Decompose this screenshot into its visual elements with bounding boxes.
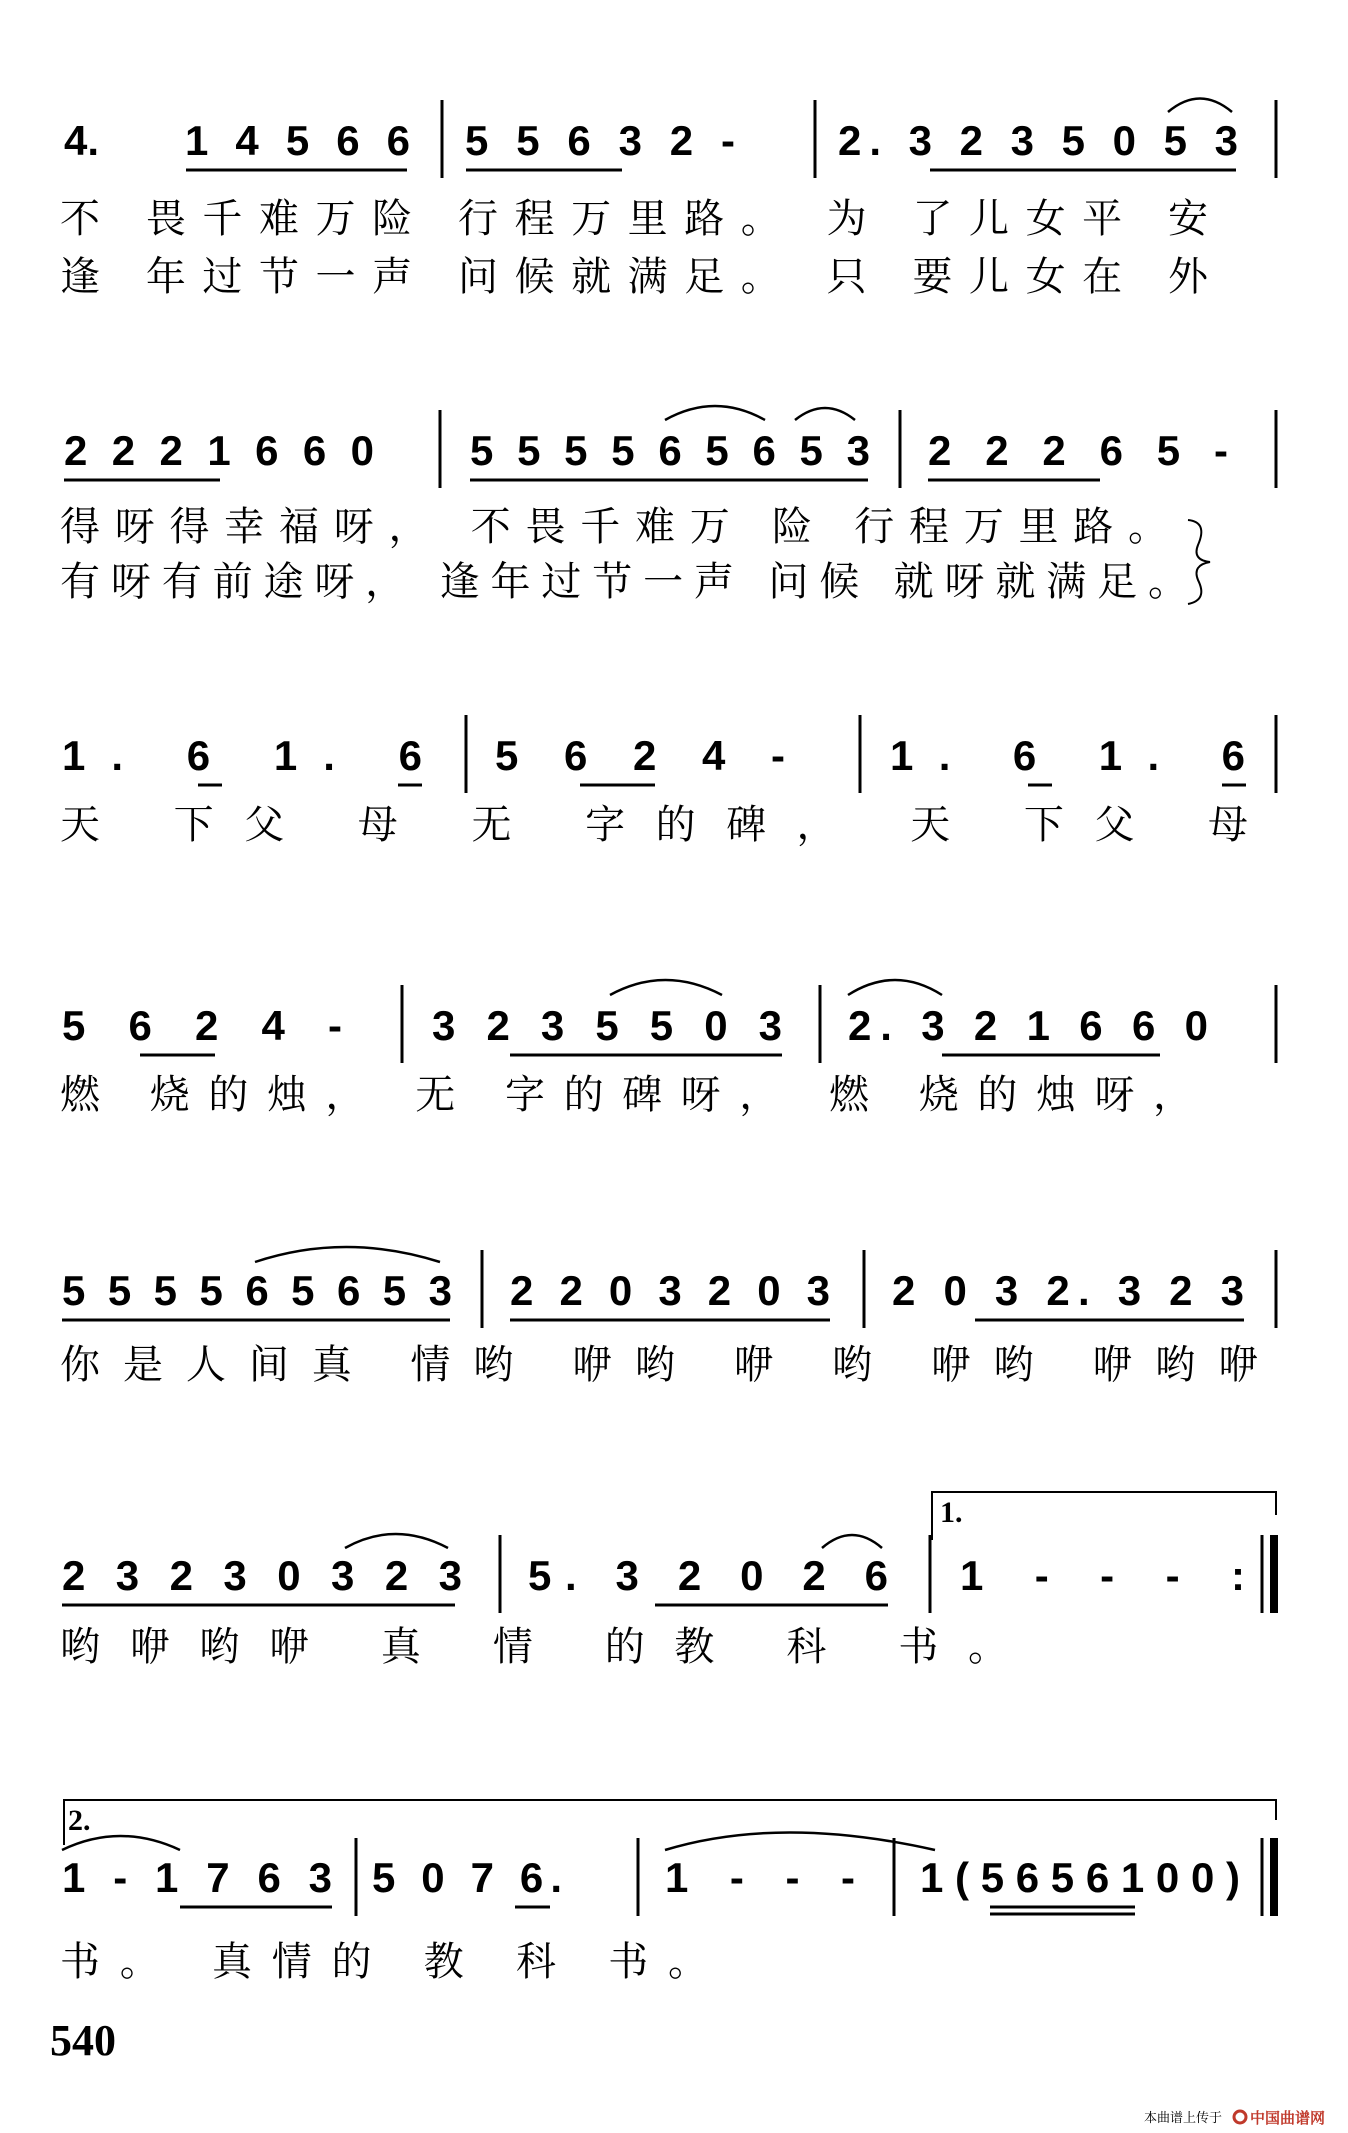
lyrics-3: 天 下父 母 无 字的碑， 天 下父 母 bbox=[60, 802, 1250, 848]
measure-3-1-notes: 1. 6 1. 6 bbox=[62, 732, 422, 779]
verse-bracket bbox=[1188, 520, 1210, 604]
lyrics-2-verse-2: 有呀有前途呀， 逢年过节一声 问候 就呀就满足。 bbox=[60, 559, 1190, 605]
volta-2-label: 2. bbox=[68, 1804, 91, 1837]
slur bbox=[62, 1836, 180, 1850]
measure-2-1-notes: 2 2 2 1 6 6 0 bbox=[64, 427, 374, 474]
measure-1-2-notes: 1 4 5 6 6 bbox=[185, 117, 410, 164]
slur bbox=[1168, 99, 1232, 113]
slur bbox=[822, 1535, 882, 1548]
system-6 bbox=[60, 1492, 1276, 1670]
lyrics-4: 燃 烧的烛， 无 字的碑呀， 燃 烧的烛呀， bbox=[60, 1072, 1195, 1118]
measure-3-3-notes: 1. 6 1. 6 bbox=[890, 732, 1245, 779]
site-logo-icon bbox=[1234, 2111, 1246, 2123]
measure-5-2-notes: 2 2 0 3 2 0 3 bbox=[510, 1267, 830, 1314]
measure-7-4-notes: 1 ( 5 6 5 6 1 0 0 ) bbox=[920, 1854, 1240, 1901]
page-number: 540 bbox=[50, 2016, 116, 2065]
site-logo bbox=[1234, 2109, 1325, 2127]
measure-4-2-notes: 3 2 3 5 5 0 3 bbox=[432, 1002, 782, 1049]
slur bbox=[848, 980, 942, 995]
lyrics-1-verse-1: 不 畏千难万险 行程万里路。 为 了儿女平 安 bbox=[60, 196, 1210, 242]
slur bbox=[795, 408, 855, 420]
measure-7-1-notes: 1 - 1 7 6 3 bbox=[62, 1854, 332, 1901]
measure-1-4-notes: 2. 3 2 3 5 0 5 3 bbox=[838, 117, 1238, 164]
measure-4-1-notes: 5 6 2 4 - bbox=[62, 1002, 342, 1049]
measure-2-2-notes: 5 5 5 5 6 5 6 5 3 bbox=[470, 427, 870, 474]
system-2 bbox=[60, 406, 1276, 605]
volta-2-bracket bbox=[64, 1800, 1276, 1845]
measure-5-3-notes: 2 0 3 2. 3 2 3 bbox=[892, 1267, 1244, 1314]
measure-1-1-notes: 4. bbox=[64, 117, 100, 164]
measure-3-2-notes: 5 6 2 4 - bbox=[495, 732, 785, 779]
measure-4-3-notes: 2. 3 2 1 6 6 0 bbox=[848, 1002, 1208, 1049]
underlines bbox=[180, 1907, 1135, 1914]
volta-1-label: 1. bbox=[940, 1496, 963, 1529]
system-7 bbox=[60, 1800, 1276, 1985]
measure-6-3-notes: 1 - - - : bbox=[960, 1552, 1245, 1599]
system-5 bbox=[60, 1247, 1276, 1388]
footer-upload-note: 本曲谱上传于 bbox=[1144, 2111, 1223, 2126]
system-3 bbox=[60, 715, 1276, 848]
measure-7-2-notes: 5 0 7 6. bbox=[372, 1854, 562, 1901]
measure-1-3-notes: 5 5 6 3 2 - bbox=[465, 117, 735, 164]
measure-6-1-notes: 2 3 2 3 0 3 2 3 bbox=[62, 1552, 462, 1599]
lyrics-1-verse-2: 逢 年过节一声 问候就满足。 只 要儿女在 外 bbox=[60, 254, 1210, 300]
slur bbox=[610, 980, 722, 995]
system-4 bbox=[60, 980, 1276, 1118]
measure-5-1-notes: 5 5 5 5 6 5 6 5 3 bbox=[62, 1267, 452, 1314]
slur bbox=[255, 1247, 440, 1262]
lyrics-7: 书。 真情的 教 科 书。 bbox=[60, 1939, 710, 1985]
site-logo-text: 中国曲谱网 bbox=[1250, 2109, 1326, 2127]
system-1 bbox=[60, 99, 1276, 301]
lyrics-2-verse-1: 得呀得幸福呀， 不畏千难万 险 行程万里路。 bbox=[60, 504, 1170, 550]
volta-1-bracket bbox=[932, 1492, 1276, 1540]
measure-7-3-notes: 1 - - - bbox=[665, 1854, 855, 1901]
measure-6-2-notes: 5. 3 2 0 2 6 bbox=[528, 1552, 888, 1599]
slur bbox=[665, 406, 765, 420]
measure-2-3-notes: 2 2 2 6 5 - bbox=[928, 427, 1228, 474]
lyrics-6: 哟咿哟咿 真 情 的教 科 书。 bbox=[60, 1624, 1010, 1670]
slur bbox=[345, 1534, 448, 1548]
lyrics-5: 你是人间真 情哟 咿哟 咿 哟 咿哟 咿哟咿 bbox=[60, 1342, 1260, 1388]
